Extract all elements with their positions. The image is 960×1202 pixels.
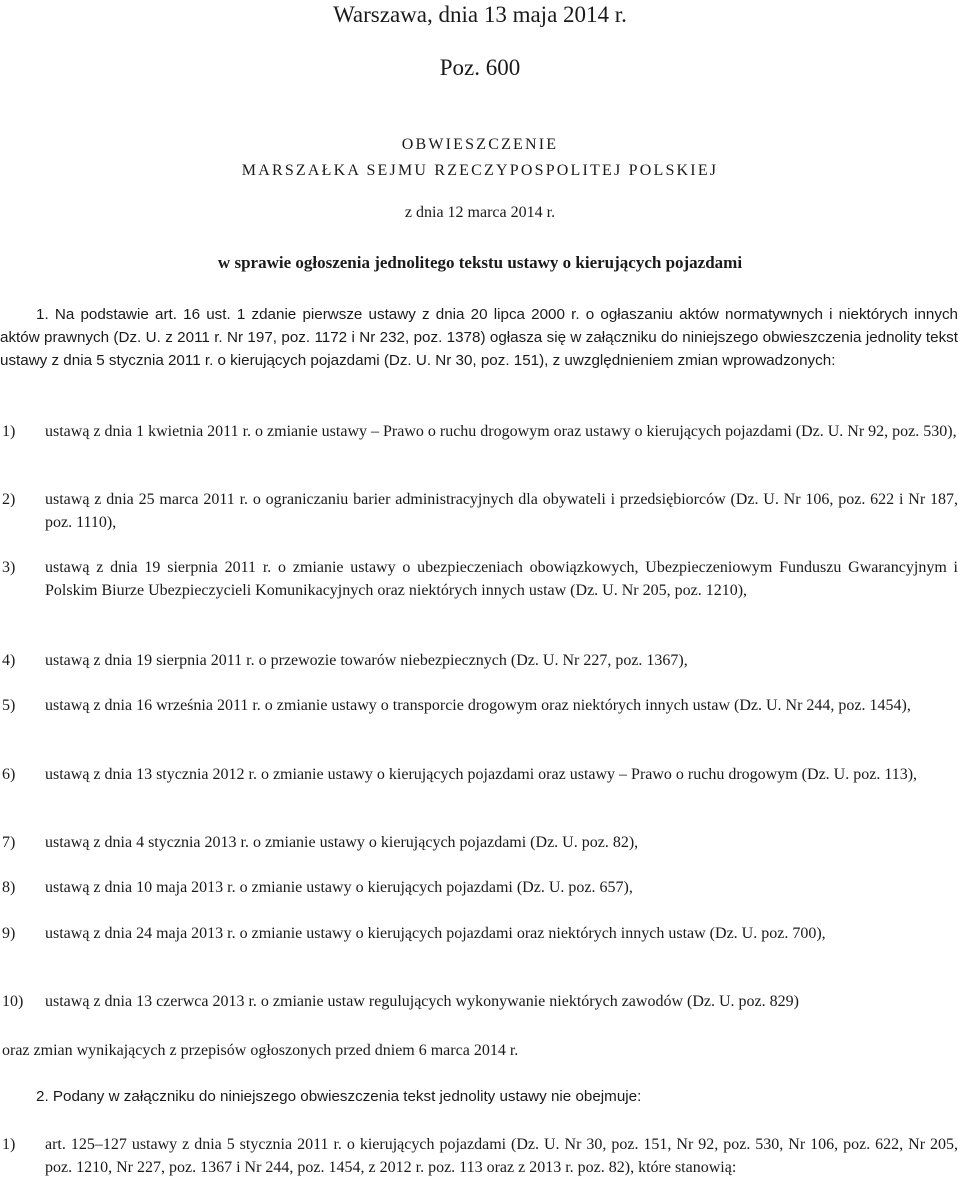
date-line: Warszawa, dnia 13 maja 2014 r. <box>333 2 627 27</box>
amendment-text: ustawą z dnia 1 kwietnia 2011 r. o zmianie ustawy – Prawo o ruchu drogowym oraz ustawy o kierujących pojazdami (Dz. U. Nr 92, poz. 530), <box>45 423 957 440</box>
title-line-1: OBWIESZCZENIE <box>401 136 559 153</box>
amendment-item-5 <box>0 694 958 717</box>
amendment-item-8 <box>0 876 958 899</box>
issue-date: z dnia 12 marca 2014 r. <box>404 204 556 221</box>
amendment-item-4 <box>0 649 958 672</box>
amendment-item-6 <box>0 763 958 786</box>
exclusion-item-1 <box>0 1133 958 1179</box>
amendment-text: ustawą z dnia 13 czerwca 2013 r. o zmianie ustaw regulujących wykonywanie niektórych zawodów (Dz. U. poz. 829) <box>45 993 799 1010</box>
amendment-number: 3) <box>2 559 16 576</box>
amendment-item-1 <box>0 420 958 443</box>
amendment-number: 10) <box>2 993 24 1010</box>
amendment-text: ustawą z dnia 24 maja 2013 r. o zmianie ustawy o kierujących pojazdami oraz niektórych innych ustaw (Dz. U. poz. 700), <box>45 925 826 942</box>
amendment-number: 2) <box>2 491 16 508</box>
amendment-number: 5) <box>2 697 16 714</box>
amendment-text: ustawą z dnia 19 sierpnia 2011 r. o zmianie ustawy o ubezpieczeniach obowiązkowych, Ubezpieczeniowym Funduszu Gwarancyjnym i Polskim Biurze Ubezpieczycieli Komunikacyjnych oraz niektórych innych ustaw (Dz. U. Nr 205, poz. 1210), <box>45 559 958 599</box>
paragraph-2: 2. Podany w załączniku do niniejszego obwieszczenia tekst jednolity ustawy nie obejmuje: <box>36 1088 642 1105</box>
paragraph-1-text: 1. Na podstawie art. 16 ust. 1 zdanie pierwsze ustawy z dnia 20 lipca 2000 r. o ogłaszaniu aktów normatywnych i niektórych innych aktów prawnych (Dz. U. z 2011 r. Nr 197, poz. 1172 i Nr 232, poz. 1378) ogłasza się w załączniku do niniejszego obwieszczenia jednolity tekst ustawy z dnia 5 stycznia 2011 r. o kierujących pojazdami (Dz. U. Nr 30, poz. 151), z uwzględnieniem zmian wprowadzonych: <box>0 306 958 369</box>
amendment-number: 7) <box>2 834 16 851</box>
paragraph-1 <box>0 303 958 372</box>
amendment-item-2 <box>0 488 958 534</box>
amendment-text: ustawą z dnia 4 stycznia 2013 r. o zmianie ustawy o kierujących pojazdami (Dz. U. poz. 82), <box>45 834 639 851</box>
exclusion-number: 1) <box>2 1136 16 1153</box>
amendment-number: 1) <box>2 423 16 440</box>
amendment-number: 6) <box>2 766 16 783</box>
amendment-number: 8) <box>2 879 16 896</box>
amendment-number: 9) <box>2 925 16 942</box>
amendment-text: ustawą z dnia 13 stycznia 2012 r. o zmianie ustawy o kierujących pojazdami oraz ustawy – Prawo o ruchu drogowym (Dz. U. poz. 113), <box>45 766 918 783</box>
amendment-text: ustawą z dnia 16 września 2011 r. o zmianie ustawy o transporcie drogowym oraz niektórych innych ustaw (Dz. U. Nr 244, poz. 1454), <box>45 697 911 714</box>
closing-line: oraz zmian wynikających z przepisów ogłoszonych przed dniem 6 marca 2014 r. <box>2 1042 519 1059</box>
amendment-number: 4) <box>2 652 16 669</box>
title-line-2: MARSZAŁKA SEJMU RZECZYPOSPOLITEJ POLSKIEJ <box>241 162 719 179</box>
amendment-item-3 <box>0 556 958 602</box>
amendment-item-7 <box>0 831 958 854</box>
amendment-item-9 <box>0 922 958 945</box>
amendment-text: ustawą z dnia 19 sierpnia 2011 r. o przewozie towarów niebezpiecznych (Dz. U. Nr 227, poz. 1367), <box>45 652 688 669</box>
amendment-item-10 <box>0 990 958 1013</box>
exclusion-text: art. 125–127 ustawy z dnia 5 stycznia 2011 r. o kierujących pojazdami (Dz. U. Nr 30, poz. 151, Nr 92, poz. 530, Nr 106, poz. 622, Nr 205, poz. 1210, Nr 227, poz. 1367 i Nr 244, poz. 1454, z 2012 r. poz. 113 oraz z 2013 r. poz. 82), które stanowią: <box>45 1136 958 1176</box>
subject-line: w sprawie ogłoszenia jednolitego tekstu ustawy o kierujących pojazdami <box>217 253 743 272</box>
amendment-text: ustawą z dnia 25 marca 2011 r. o ograniczaniu barier administracyjnych dla obywateli i przedsiębiorców (Dz. U. Nr 106, poz. 622 i Nr 187, poz. 1110), <box>45 491 958 531</box>
position-number: Poz. 600 <box>439 55 521 80</box>
amendment-text: ustawą z dnia 10 maja 2013 r. o zmianie ustawy o kierujących pojazdami (Dz. U. poz. 657), <box>45 879 633 896</box>
